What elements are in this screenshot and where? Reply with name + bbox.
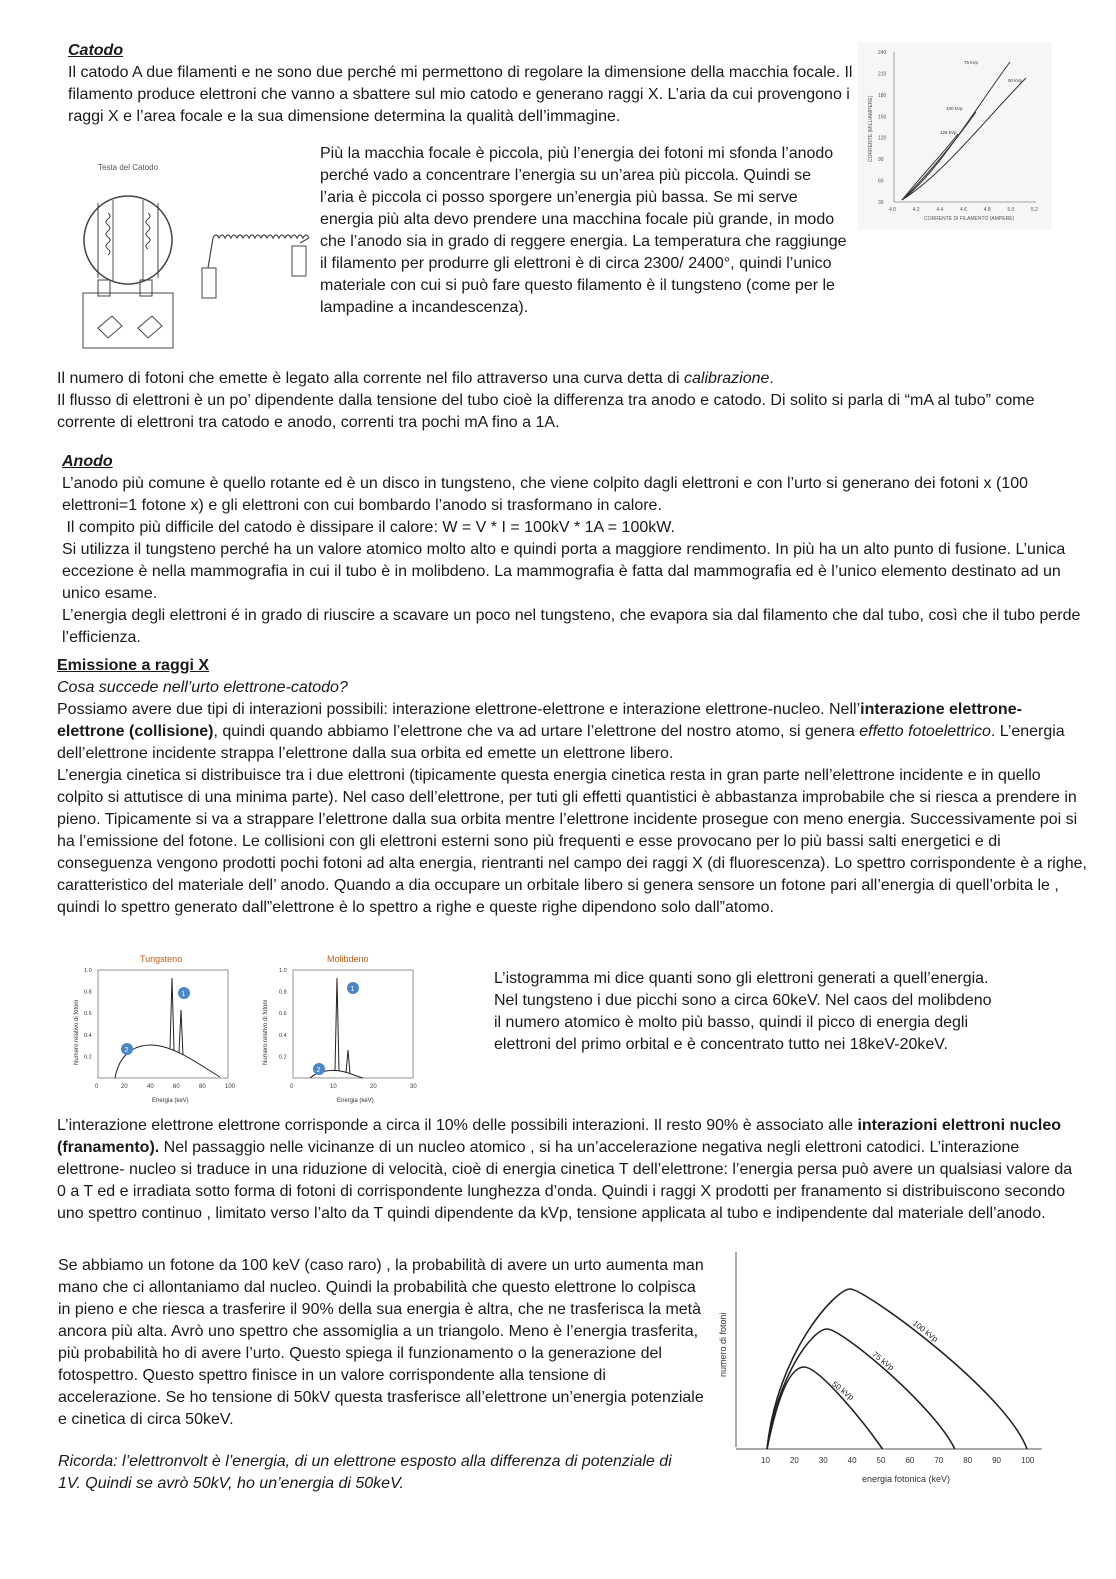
calibration-chart xyxy=(858,42,1052,230)
tungsten-xlabel: Energia (keV) xyxy=(152,1098,189,1104)
emissione-paragraph-1 xyxy=(57,699,1087,765)
spectrum-y-tick: 0.4 xyxy=(84,1032,92,1039)
calib-y-tick: 210 xyxy=(878,71,887,78)
elettronvolt-note: Ricorda: l’elettronvolt è l’energia, di un elettrone esposto alla differenza di potenziale di 1V. Quindi se avrò 50kV, ho un’energia di 50keV. xyxy=(58,1453,672,1492)
calib-x-tick: 5.0 xyxy=(1007,207,1015,213)
catodo-intro: Il catodo A due filamenti e ne sono due perché mi permettono di regolare la dimensione della macchia focale. Il filamento produce elettroni che vanno a sbattere sul mio catodo e generano raggi X. L’aria da cui provengono i raggi X e l’area focale e la sua dimensione determina la qualità dell’immagine. xyxy=(68,64,853,125)
p1-e: . L’energia dell’elettrone incidente strappa l’elettrone dalla sua orbita ed emette un elettrone libero. xyxy=(57,723,1065,762)
calib-post: . xyxy=(769,370,774,387)
emissione-paragraph-2: L’energia cinetica si distribuisce tra i due elettroni (tipicamente questa energia cinetica resta in gran parte nell’elettrone incidente e in quello colpito si attutisce di una minima parte). Nel caso dell’elettrone, per tuti gli effetti quantistici è abbastanza improbabile che si riesca a prendere in pieno. Tipicamente si va a strappare l’elettrone dalla sua orbita mentre l’elettrone incidente prosegue con meno energia. Successivamente poi si ha l’emissione del fotone. Le collisioni con gli elettroni esterni sono più frequenti e esse provocano per lo più bassi salti energetici e di conseguenza vengono prodotti pochi fotoni ad alta energia, rientranti nel campo dei raggi X (di fluorescenza). Lo spettro corrispondente è a righe, caratteristico del materiale dell’ anodo. Quando a dia occupare un orbitale libero si genera sensore un fotone pari all’energia di quell’orbita le , quindi lo spettro generato dall”elettrone è lo spettro a righe e queste righe dipendono solo dall”atomo. xyxy=(57,767,1087,916)
calibration-xlabel: CORRENTE DI FILAMENTO (AMPERE) xyxy=(924,216,1015,222)
brems-x-tick: 10 xyxy=(761,1456,770,1465)
spectrum-marker-label: 2 xyxy=(316,1067,321,1074)
tungsten-title: Tungsteno xyxy=(140,954,183,964)
spectrum-frame xyxy=(98,970,228,1078)
anodo-line-4: L’energia degli elettroni é in grado di riuscire a scavare un poco nel tungsteno, che evapora sia dal filamento che dal tubo, così che il tubo perde l’efficienza. xyxy=(62,607,1081,646)
p1-d: effetto fotoelettrico xyxy=(859,723,991,740)
calib-y-tick: 90 xyxy=(878,157,884,164)
spectrum-marker-label: 1 xyxy=(350,986,355,993)
spectrum-y-tick: 0.2 xyxy=(84,1054,92,1061)
emissione-question: Cosa succede nell’urto elettrone-catodo? xyxy=(57,679,348,696)
anodo-line-3: Si utilizza il tungsteno perché ha un valore atomico molto alto e quindi porta a maggiore rendimento. In più ha un alto punto di fusione. L’unica eccezione è nella mammografia in cui il tubo è in molibdeno. La mammografia è fatta dal mammografia ed è l’unico elemento destinato ad un unico esame. xyxy=(62,541,1066,602)
spectrum-y-tick: 1.0 xyxy=(84,968,92,974)
brems-x-tick: 70 xyxy=(934,1456,944,1465)
calib-curve-label: 75 kVp xyxy=(964,60,979,65)
brems-x-tick: 20 xyxy=(789,1456,799,1465)
spectrum-peak xyxy=(170,978,174,1050)
spectrum-x-tick: 60 xyxy=(173,1084,180,1090)
anodo-heading: Anodo xyxy=(62,453,113,470)
emissione-section xyxy=(57,655,1087,919)
spectrum-x-tick: 10 xyxy=(330,1084,337,1090)
calibrazione-paragraph xyxy=(57,368,1087,434)
calib-y-tick: 120 xyxy=(878,135,887,142)
brems-x-tick: 30 xyxy=(818,1456,828,1465)
calib-y-tick: 150 xyxy=(878,114,887,121)
spectra-caption: L’istogramma mi dice quanti sono gli elettroni generati a quell’energia. Nel tungsteno i due picchi sono a circa 60keV. Nel caos del molibdeno il numero atomico è molto più basso, quindi il picco di energia degli elettroni del primo orbital e è concentrato tutto nei 18keV-20keV. xyxy=(494,970,992,1053)
brems-x-tick: 90 xyxy=(992,1456,1002,1465)
spectrum-x-tick: 80 xyxy=(199,1084,206,1090)
anodo-line-2: Il compito più difficile del catodo è dissipare il calore: W = V * I = 100kV * 1A = 100kW. xyxy=(62,519,675,536)
fr-b: interazioni elettroni nucleo (franamento). xyxy=(57,1117,1062,1156)
spectrum-y-tick: 0.8 xyxy=(84,989,92,996)
franamento-paragraph-2: Se abbiamo un fotone da 100 keV (caso raro) , la probabilità di avere un urto aumenta man mano che ci allontaniamo dal nucleo. Quindi la probabilità che questo elettrone lo colpisca in pieno e che riesca a trasferire il 90% della sua energia è altra, che ne trasferisca la metà ancora più alta. Avrò uno spettro che assomiglia a un triangolo. Meno è l’energia trasferita, più probabilità ho di avere l’urto. Questo spiega il funzionamento o la generazione del fotospettro. Questo spettro finisce in un valore corrispondente alla tensione di accelerazione. Se ho tensione di 50kV questa trasferisce all’elettrone un’energia potenziale e cinetica di circa 50keV. xyxy=(58,1257,704,1428)
calib-y-tick: 60 xyxy=(878,178,884,185)
spectrum-y-tick: 1.0 xyxy=(279,968,287,974)
spectrum-x-tick: 20 xyxy=(370,1084,377,1090)
fr-c: Nel passaggio nelle vicinanze di un nucleo atomico , si ha un’accelerazione negativa negli elettroni catodici. L’interazione elettrone- nucleo si traduce in una riduzione di velocità, cioè di energia cinetica T dell’elettrone: l’energia persa può avere un qualsiasi valore da 0 a T ed e irradiata sotto forma di fotoni di corrispondente lunghezza d’onda. Quindi i raggi X prodotti per franamento si distribuiscono secondo uno spettro continuo , limitato verso l’alto da T quindi dipendente da kVp, tensione applicata al tubo e indipendente dal materiale dell’anodo. xyxy=(57,1139,1073,1222)
spectrum-peak xyxy=(335,978,339,1071)
calib-curve-label: 125 kVp xyxy=(940,130,957,135)
spectrum-y-tick: 0.4 xyxy=(279,1032,287,1039)
spectrum-y-tick: 0.8 xyxy=(279,989,287,996)
calibration-ylabel: CORRENTE (MILLIAMPERE) xyxy=(868,95,874,162)
brems-curve-label: 75 kVp xyxy=(870,1349,896,1373)
p1-c: , quindi quando abbiamo l’elettrone che va ad urtare l’elettrone del nostro atomo, si genera xyxy=(213,723,860,740)
brems-ylabel: numero di fotoni xyxy=(718,1312,728,1377)
brems-curve xyxy=(767,1289,1027,1449)
spectrum-peak xyxy=(346,1050,350,1074)
spectrum-y-tick: 0.2 xyxy=(279,1054,287,1061)
calib-x-tick: 5.2 xyxy=(1031,207,1038,213)
calib-x-tick: 4.0 xyxy=(889,207,896,213)
molybdenum-title: Molibdeno xyxy=(327,954,369,964)
spectrum-marker-label: 1 xyxy=(181,991,186,998)
molybdenum-ylabel: Numero relativo di fotoni xyxy=(263,999,269,1065)
spectrum-x-tick: 100 xyxy=(225,1084,236,1090)
calib-curve-label: 100 kVp xyxy=(946,106,963,111)
emissione-heading: Emissione a raggi X xyxy=(57,657,210,674)
brems-x-tick: 40 xyxy=(847,1456,857,1465)
spectrum-y-tick: 0.6 xyxy=(279,1011,287,1018)
anodo-line-1: L’anodo più comune è quello rotante ed è un disco in tungsteno, che viene colpito dagli elettroni e con l’urto si generano dei fotoni x (100 elettroni=1 fotone x) e gli elettroni con cui bombardo l’anodo si trasformano in calore. xyxy=(62,475,1028,514)
calib-y-tick: 180 xyxy=(878,92,887,99)
molybdenum-spectrum-chart xyxy=(255,950,425,1106)
calib-term: calibrazione xyxy=(684,370,770,387)
brems-curve xyxy=(767,1329,955,1449)
catodo-side-text: Più la macchia focale è piccola, più l’energia dei fotoni mi sfonda l’anodo perché vado a concentrare l’energia su un’area più piccola. Quindi se l’aria è piccola ci posso sporgere un’energia più bassa. Se mi serve energia più alta devo prendere una macchina focale più grande, in modo che l’anodo sia in grado di reggere energia. La temperatura che raggiunge il filamento per produrre gli elettroni è di circa 2300/ 2400°, quindi l’unico materiale con cui si può fare questo filamento è il tungsteno (come per le lampadine a incandescenza). xyxy=(320,145,847,316)
brems-x-tick: 80 xyxy=(963,1456,973,1465)
spectrum-x-tick: 40 xyxy=(147,1084,154,1090)
anodo-section xyxy=(62,451,1082,649)
calib-x-tick: 4.8 xyxy=(983,207,991,213)
catodo-heading: Catodo xyxy=(68,42,124,59)
spectrum-x-tick: 30 xyxy=(410,1084,417,1090)
calib-y-tick: 30 xyxy=(878,200,884,206)
tungsten-spectrum-chart xyxy=(60,950,240,1106)
spectrum-x-tick: 0 xyxy=(95,1084,99,1090)
cathode-figure-label: Testa del Catodo xyxy=(98,163,159,172)
tungsten-ylabel: Numero relativo di fotoni xyxy=(74,999,80,1065)
p1-b: interazione elettrone-elettrone (collisione) xyxy=(57,701,1022,740)
calib-pre: Il numero di fotoni che emette è legato alla corrente nel filo attraverso una curva detta di xyxy=(57,370,685,387)
brems-x-tick: 60 xyxy=(905,1456,915,1465)
brems-xlabel: energia fotonica (keV) xyxy=(862,1474,951,1484)
spectrum-x-tick: 0 xyxy=(290,1084,294,1090)
franamento-paragraph xyxy=(57,1115,1079,1225)
spectrum-marker-label: 2 xyxy=(124,1047,129,1054)
brems-curve-label: 50 kVp xyxy=(830,1379,856,1402)
brems-x-tick: 50 xyxy=(876,1456,886,1465)
molybdenum-xlabel: Energia (keV) xyxy=(337,1098,374,1104)
spectrum-peak xyxy=(179,1010,183,1055)
spectrum-y-tick: 0.6 xyxy=(84,1011,92,1018)
p1-a: Possiamo avere due tipi di interazioni possibili: interazione elettrone-elettrone e interazione elettrone-nucleo. Nell’ xyxy=(57,701,861,718)
calib-curve-label: 50 kVp xyxy=(1008,78,1023,83)
calib-y-tick: 240 xyxy=(878,50,887,56)
calib-x-tick: 4.2 xyxy=(912,207,920,213)
calib-x-tick: 4.6 xyxy=(960,207,967,213)
cathode-head-figure xyxy=(78,158,318,353)
catodo-title xyxy=(68,40,123,62)
bremsstrahlung-chart xyxy=(712,1252,1052,1497)
flux-text: Il flusso di elettroni è un po’ dipendente dalla tensione del tubo cioè la differenza tra anodo e catodo. Di solito si parla di “mA al tubo” come corrente di elettroni tra catodo e anodo, correnti tra pochi mA fino a 1A. xyxy=(57,392,1035,431)
fr-a: L’interazione elettrone elettrone corrisponde a circa il 10% delle possibili interazioni. Il resto 90% è associato alle xyxy=(57,1117,858,1134)
calib-x-tick: 4.4 xyxy=(936,207,944,213)
brems-x-tick: 100 xyxy=(1021,1456,1035,1465)
spectrum-x-tick: 20 xyxy=(121,1084,128,1090)
brems-curve-label: 100 kVp xyxy=(910,1318,940,1344)
